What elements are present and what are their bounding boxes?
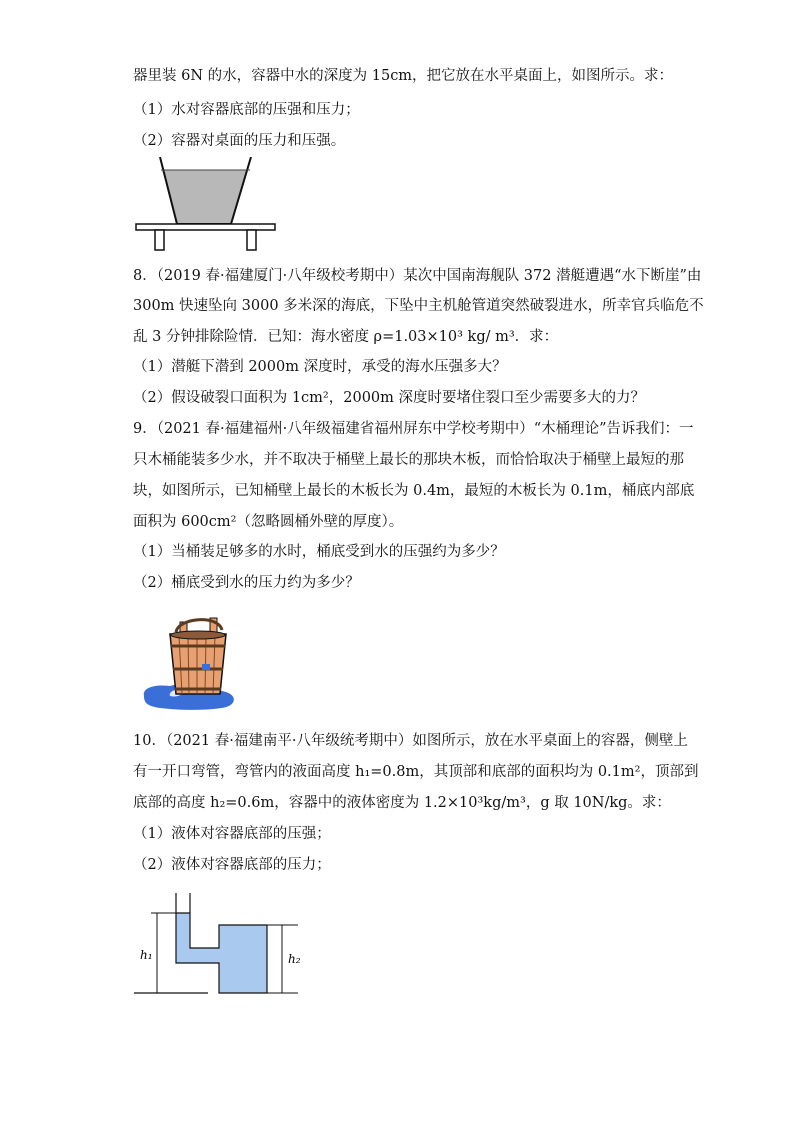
q8-line3: 乱 3 分钟排除险情．已知：海水密度 ρ=1.03×10³ kg/ m³．求： [133, 329, 559, 345]
q8-line1: 8．（2019 春·福建厦门·八年级校考期中）某次中国南海舰队 372 潜艇遭遇“水下断崖”由 [133, 268, 702, 284]
q10-line3: 底部的高度 h₂=0.6m，容器中的液体密度为 1.2×10³kg/m³，g 取 10N/kg。求： [133, 795, 671, 811]
q7-intro: 器里装 6N 的水，容器中水的深度为 15cm，把它放在水平桌面上，如图所示。求： [133, 68, 674, 84]
q8-sub1: （1）潜艇下潜到 2000m 深度时，承受的海水压强多大？ [133, 359, 507, 375]
q9-wooden-bucket-figure [140, 614, 240, 712]
q10-sub1: （1）液体对容器底部的压强； [133, 826, 331, 842]
q9-sub2: （2）桶底受到水的压力约为多少？ [133, 575, 360, 591]
label-h1: h₁ [140, 948, 153, 962]
label-h2: h₂ [288, 952, 301, 966]
q7-container-figure [133, 157, 278, 255]
q7-sub2: （2）容器对桌面的压力和压强。 [133, 133, 346, 149]
q9-line1: 9．（2021 春·福建福州·八年级福建省福州屏东中学校考期中）“木桶理论”告诉我们：一 [133, 421, 694, 437]
q9-line4: 面积为 600cm²（忽略圆桶外壁的厚度）。 [133, 514, 404, 530]
q9-line3: 块，如图所示，已知桶壁上最长的木板长为 0.4m，最短的木板长为 0.1m，桶底内部底 [133, 483, 695, 499]
q9-sub1: （1）当桶装足够多的水时，桶底受到水的压强约为多少？ [133, 544, 505, 560]
q8-sub2: （2）假设破裂口面积为 1cm²，2000m 深度时要堵住裂口至少需要多大的力？ [133, 390, 646, 406]
q8-line2: 300m 快速坠向 3000 多米深的海底，下坠中主机舱管道突然破裂进水，所幸官兵临危不 [133, 298, 704, 314]
q10-sub2: （2）液体对容器底部的压力； [133, 857, 331, 873]
q9-line2: 只木桶能装多少水，并不取决于桶壁上最长的那块木板，而恰恰取决于桶壁上最短的那 [133, 452, 684, 468]
q10-container-figure [133, 893, 308, 1003]
q7-sub1: （1）水对容器底部的压强和压力； [133, 102, 360, 118]
q10-line1: 10．（2021 春·福建南平·八年级统考期中）如图所示，放在水平桌面上的容器，侧壁上 [133, 733, 688, 749]
q10-line2: 有一开口弯管，弯管内的液面高度 h₁=0.8m，其顶部和底部的面积均为 0.1m²，顶部到 [133, 764, 699, 780]
